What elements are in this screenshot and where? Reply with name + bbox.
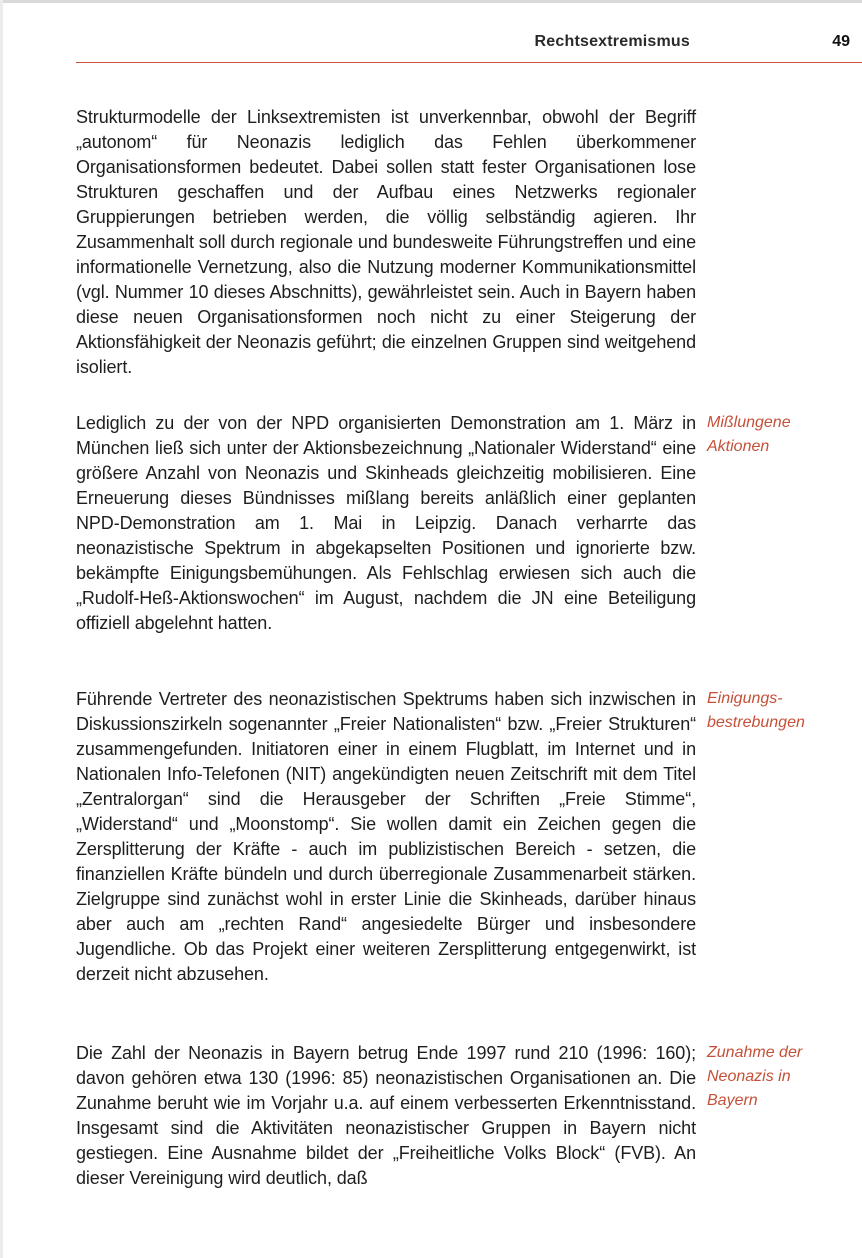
margin-note-line: Zunahme der — [707, 1044, 803, 1061]
page-left-edge — [0, 0, 3, 1258]
paragraph-3 — [76, 687, 696, 987]
paragraph-4 — [76, 1041, 696, 1191]
margin-note-zunahme-neonazis — [707, 1041, 857, 1113]
margin-note-line: Bayern — [707, 1092, 758, 1109]
margin-note-line: Neonazis in — [707, 1068, 791, 1085]
margin-note-line: Aktionen — [707, 438, 770, 455]
paragraph-1 — [76, 105, 696, 380]
paragraph-3-text: Führende Vertreter des neonazistischen Spektrums haben sich inzwischen in Diskussionszirkeln sogenannter „Freier Nationalisten“ bzw. „Freier Strukturen“ zusammengefunden. Initiatoren einer in einem Flugblatt, im Internet und in Nationalen Info-Telefonen (NIT) angekündigten neuen Zeitschrift mit dem Titel „Zentralorgan“ sind die Herausgeber der Schriften „Freie Stimme“, „Widerstand“ und „Moonstomp“. Sie wollen damit ein Zeichen gegen die Zersplitterung der Kräfte - auch im publizistischen Bereich - setzen, die finanziellen Kräfte bündeln und durch überregionale Zusammenarbeit stärken. Zielgruppe sind zunächst wohl in erster Linie die Skinheads, darüber hinaus aber auch am „rechten Rand“ angesiedelte Bürger und insbesondere Jugendliche. Ob das Projekt einer weiteren Zersplitterung entgegenwirkt, ist derzeit nicht abzusehen. — [76, 689, 696, 984]
header-rule — [76, 62, 862, 63]
running-head: Rechtsextremismus — [534, 33, 690, 50]
paragraph-1-text: Strukturmodelle der Linksextremisten ist unverkennbar, obwohl der Begriff „autonom“ für Neonazis lediglich das Fehlen überkommener Organisationsformen bedeutet. Dabei sollen statt fester Organisationen lose Strukturen geschaffen und der Aufbau eines Netzwerks regionaler Gruppierungen betrieben werden, die völlig selbständig agieren. Ihr Zusammenhalt soll durch regionale und bundesweite Führungstreffen und eine informationelle Vernetzung, also die Nutzung moderner Kommunikationsmittel (vgl. Nummer 10 dieses Abschnitts), gewährleistet sein. Auch in Bayern haben diese neuen Organisationsformen noch nicht zu einer Steigerung der Aktionsfähigkeit der Neonazis geführt; die einzelnen Gruppen sind weitgehend isoliert. — [76, 107, 696, 377]
margin-note-line: Mißlungene — [707, 414, 791, 431]
page-number: 49 — [832, 33, 850, 50]
paragraph-2 — [76, 411, 696, 636]
margin-note-line: bestrebungen — [707, 714, 805, 731]
paragraph-4-text: Die Zahl der Neonazis in Bayern betrug Ende 1997 rund 210 (1996: 160); davon gehören etwa 130 (1996: 85) neonazistischen Organisationen an. Die Zunahme beruht wie im Vorjahr u.a. auf einem verbesserten Erkenntnisstand. Insgesamt sind die Aktivitäten neonazistischer Gruppen in Bayern nicht gestiegen. Eine Ausnahme bildet der „Freiheitliche Volks Block“ (FVB). An dieser Vereinigung wird deutlich, daß — [76, 1043, 696, 1188]
margin-note-misslungene-aktionen — [707, 411, 857, 459]
margin-note-einigungsbestrebungen — [707, 687, 857, 735]
paragraph-2-text: Lediglich zu der von der NPD organisierten Demonstration am 1. März in München ließ sich unter der Aktionsbezeichnung „Nationaler Widerstand“ eine größere Anzahl von Neonazis und Skinheads gleichzeitig mobilisieren. Eine Erneuerung dieses Bündnisses mißlang bereits anläßlich einer geplanten NPD-Demonstration am 1. Mai in Leipzig. Danach verharrte das neonazistische Spektrum in abgekapselten Positionen und ignorierte bzw. bekämpfte Einigungsbemühungen. Als Fehlschlag erwiesen sich auch die „Rudolf-Heß-Aktionswochen“ im August, nachdem die JN eine Beteiligung offiziell abgelehnt hatten. — [76, 413, 696, 633]
page-header — [0, 0, 862, 70]
margin-note-line: Einigungs- — [707, 690, 783, 707]
